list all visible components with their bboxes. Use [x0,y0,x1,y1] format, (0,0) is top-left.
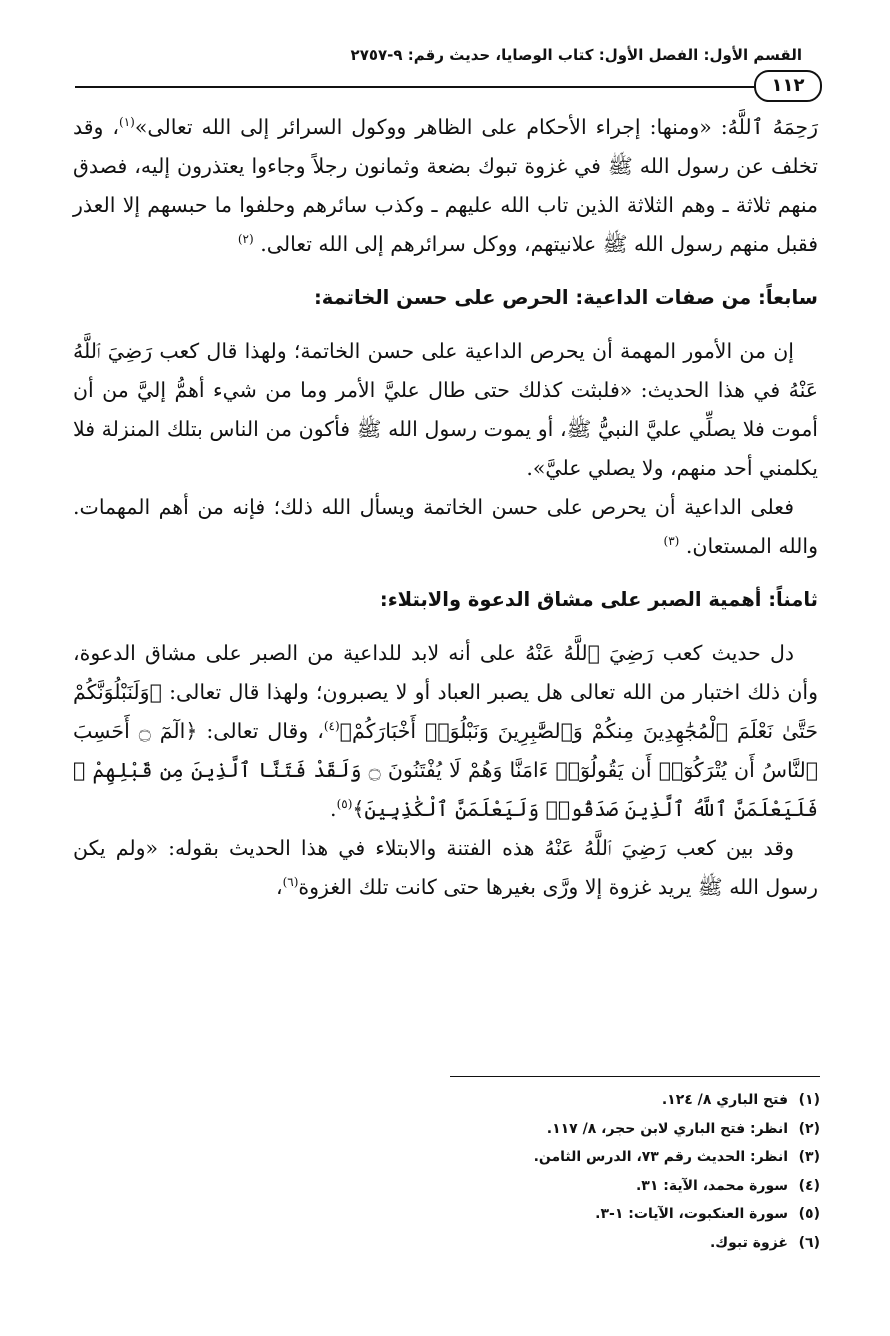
footnote: (٣)انظر: الحديث رقم ٧٣، الدرس الثامن. [533,1149,820,1165]
footnote: (٥)سورة العنكبوت، الآيات: ١-٣. [595,1206,820,1222]
footnote: (١)فتح الباري ٨/ ١٢٤. [661,1092,820,1108]
footnotes [80,1086,820,1257]
page-number: ١١٢ [754,70,822,102]
paragraph: فعلى الداعية أن يحرص على حسن الخاتمة ويسأل الله ذلك؛ فإنه من أهم المهمات. والله المستعان. $^{(٣)}$ [73,495,818,558]
footnote-ref[interactable]: (٦) [282,875,299,890]
footnote-ref[interactable]: (٣) [663,534,680,549]
footnote-ref[interactable]: (٥) [336,797,353,812]
paragraph: رَحِمَهُ ٱللَّهُ: «ومنها: إجراء الأحكام على الظاهر ووكول السرائر إلى الله تعالى»$^{(١)}$، وقد تخلف عن رسول الله ﷺ في غزوة تبوك بضعة وثمانون رجلاً وجاءوا يعتذرون إليه، فصدق منهم ثلاثة ـ وهم الثلاثة الذين تاب الله عليهم ـ وكذب سائرهم وحلفوا ما حبسهم إلا العذر فقبل منهم رسول الله ﷺ علانيتهم، ووكل سرائرهم إلى الله تعالى. $^{(٢)}$ [73,115,818,256]
footnote-ref[interactable]: (٢) [237,232,254,247]
footnote: (٢)انظر: فتح الباري لابن حجر، ٨/ ١١٧. [546,1120,820,1137]
footnote-rule [450,1076,820,1077]
running-title: القسم الأول: الفصل الأول: كتاب الوصايا، حديث رقم: ٩-٢٧٥٧ [350,46,802,64]
paragraph: دل حديث كعب رَضِيَ ٱللَّهُ عَنْهُ على أنه لابد للداعية من الصبر على مشاق الدعوة، وأن ذلك اختبار من الله تعالى هل يصبر العباد أو لا يصبرون؛ ولهذا قال تعالى: ﴿وَلَنَبْلُوَنَّكُمْ حَتَّىٰ نَعْلَمَ ٱلْمُجَٰهِدِينَ مِنكُمْ وَٱلصَّٰبِرِينَ وَنَبْلُوَا۟ أَخْبَارَكُمْ﴾$^{(٤)}$، وقال تعالى: ﴿الٓمٓ ۝ أَحَسِبَ ٱلنَّاسُ أَن يُتْرَكُوٓا۟ أَن يَقُولُوٓا۟ ءَامَنَّا وَهُمْ لَا يُفْتَنُونَ ۝ وَلَقَدْ فَتَنَّا ٱلَّذِينَ مِن قَبْلِهِمْ ۖ فَلَيَعْلَمَنَّ ٱللَّهُ ٱلَّذِينَ صَدَقُوا۟ وَلَيَعْلَمَنَّ ٱلْكَٰذِبِينَ﴾$^{(٥)}$. [73,641,818,821]
section-heading: سابعاً: من صفات الداعية: الحرص على حسن الخاتمة: [313,286,818,309]
header-rule [75,86,795,88]
section-heading: ثامناً: أهمية الصبر على مشاق الدعوة والابتلاء: [379,588,818,611]
main-text [73,108,818,907]
footnote-ref[interactable]: (٤) [323,719,340,734]
footnote-ref[interactable]: (١) [119,115,135,130]
footnote: (٦)غزوة تبوك. [709,1234,820,1251]
paragraph: وقد بين كعب رَضِيَ ٱللَّهُ عَنْهُ هذه الفتنة والابتلاء في هذا الحديث بقوله: «ولم يكن رسول الله ﷺ يريد غزوة إلا ورَّى بغيرها حتى كانت تلك الغزوة$^{(٦)}$، [73,836,818,899]
paragraph: إن من الأمور المهمة أن يحرص الداعية على حسن الخاتمة؛ ولهذا قال كعب رَضِيَ ٱللَّهُ عَنْهُ في هذا الحديث: «فلبثت كذلك حتى طال عليَّ الأمر وما من شيء أهمُّ إليَّ من أن أموت فلا يصلِّي عليَّ النبيُّ ﷺ، أو يموت رسول الله ﷺ فأكون من الناس بتلك المنزلة فلا يكلمني أحد منهم، ولا يصلي عليَّ». [73,339,818,480]
footnote: (٤)سورة محمد، الآية: ٣١. [635,1177,820,1194]
